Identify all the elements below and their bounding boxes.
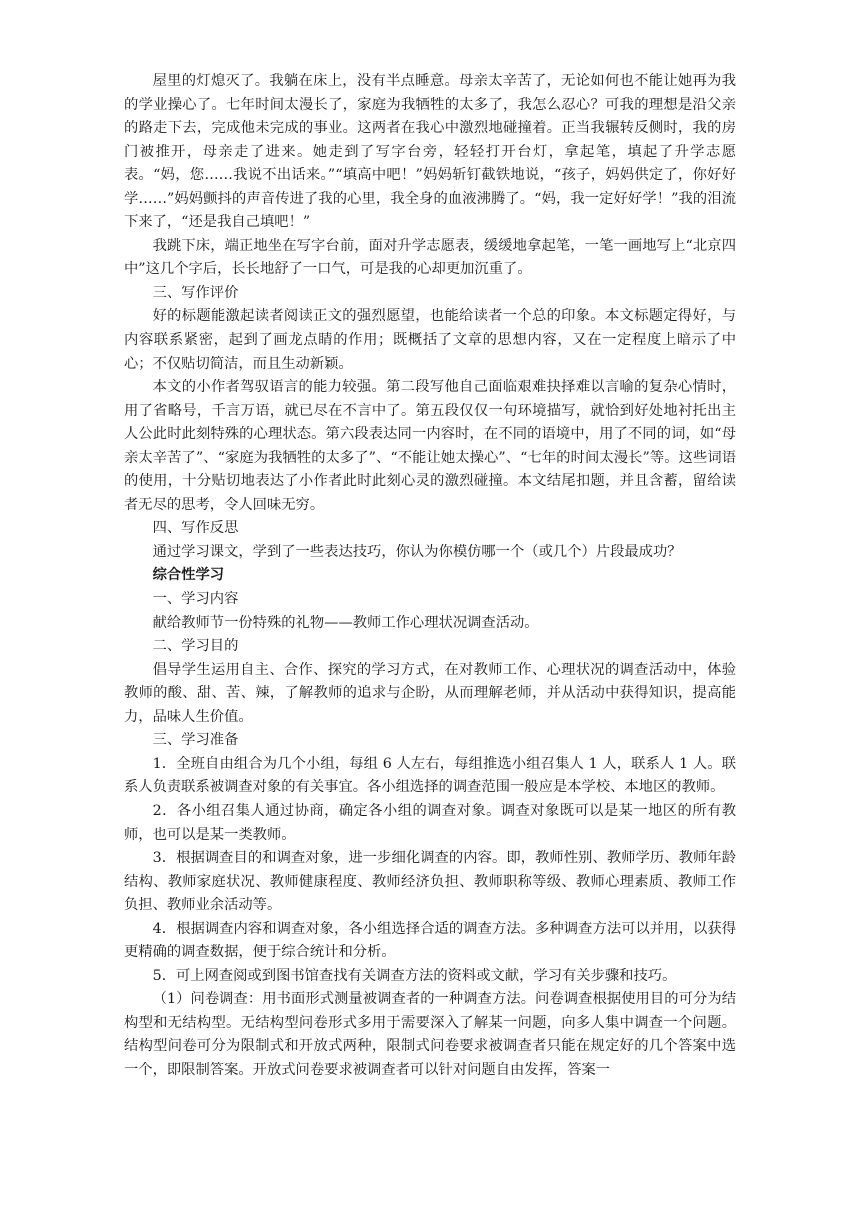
learning-purpose-paragraph: 倡导学生运用自主、合作、探究的学习方式，在对教师工作、心理状况的调查活动中，体验教师的酸、甜、苦、辣，了解教师的追求与企盼，从而理解老师，并从活动中获得知识，提高能力，品味人生价值。 (124, 661, 736, 725)
preparation-item-3: 3．根据调查目的和调查对象，进一步细化调查的内容。即，教师性别、教师学历、教师年龄结构、教师家庭状况、教师健康程度、教师经济负担、教师职称等级、教师心理素质、教师工作负担、教师业余活动等。 (124, 850, 736, 914)
section-heading-learning-content: 一、学习内容 (152, 591, 239, 608)
section-heading-learning-preparation: 三、学习准备 (152, 732, 239, 749)
preparation-item-5: 5．可上网查阅或到图书馆查找有关调查方法的资料或文献，学习有关步骤和技巧。 (152, 967, 677, 984)
section-heading-writing-evaluation: 三、写作评价 (152, 284, 239, 301)
story-paragraph-1: 屋里的灯熄灭了。我躺在床上，没有半点睡意。母亲太辛苦了，无论如何也不能让她再为我的学业操心了。七年时间太漫长了，家庭为我牺牲的太多了，我怎么忍心？可我的理想是沿父亲的路走下去，完成他未完成的事业。这两者在我心中激烈地碰撞着。正当我辗转反侧时，我的房门被推开，母亲走了进来。她走到了写字台旁，轻轻打开台灯，拿起笔，填起了升学志愿表。“妈，您……我说不出话来。”“填高中吧！”妈妈斩钉截铁地说，“孩子，妈妈供定了，你好好学……”妈妈颤抖的声音传进了我的心里，我全身的血液沸腾了。“妈，我一定好好学！”我的泪流下来了，“还是我自己填吧！” (124, 73, 736, 231)
preparation-item-1: 1．全班自由组合为几个小组，每组 6 人左右，每组推选小组召集人 1 人，联系人 1 人。联系人负责联系被调查对象的有关事宜。各小组选择的调查范围一般应是本学校、本地区的教师。 (124, 755, 736, 796)
story-paragraph-2: 我跳下床，端正地坐在写字台前，面对升学志愿表，缓缓地拿起笔，一笔一画地写上“北京四中”这几个字后，长长地舒了一口气，可是我的心却更加沉重了。 (124, 237, 736, 278)
questionnaire-paragraph: （1）问卷调查：用书面形式测量被调查者的一种调查方法。问卷调查根据使用目的可分为结构型和无结构型。无结构型问卷形式多用于需要深入了解某一问题，向多人集中调查一个问题。结构型问卷可分为限制式和开放式两种，限制式问卷要求被调查者只能在规定好的几个答案中选一个，即限制答案。开放式问卷要求被调查者可以针对问题自由发挥，答案一 (124, 991, 736, 1078)
evaluation-paragraph-2: 本文的小作者驾驭语言的能力较强。第二段写他自己面临艰难抉择难以言喻的复杂心情时，用了省略号，千言万语，就已尽在不言中了。第五段仅仅一句环境描写，就恰到好处地衬托出主人公此时此刻特殊的心理状态。第六段表达同一内容时，在不同的语境中，用了不同的词，如“母亲太辛苦了”、“家庭为我牺牲的太多了”、“不能让她太操心”、“七年的时间太漫长”等。这些词语的使用，十分贴切地表达了小作者此时此刻心灵的激烈碰撞。本文结尾扣题，并且含蓄，留给读者无尽的思考，令人回味无穷。 (124, 379, 736, 513)
learning-content-paragraph: 献给教师节一份特殊的礼物——教师工作心理状况调查活动。 (152, 614, 539, 631)
reflection-paragraph: 通过学习课文，学到了一些表达技巧，你认为你模仿哪一个（或几个）片段最成功？ (152, 543, 682, 560)
document-page (124, 70, 736, 1083)
evaluation-paragraph-1: 好的标题能激起读者阅读正文的强烈愿望，也能给读者一个总的印象。本文标题定得好，与内容联系紧密，起到了画龙点睛的作用；既概括了文章的思想内容，又在一定程度上暗示了中心；不仅贴切简洁，而且生动新颖。 (124, 308, 736, 372)
section-heading-writing-reflection: 四、写作反思 (152, 520, 239, 537)
section-heading-learning-purpose: 二、学习目的 (152, 638, 239, 655)
preparation-item-4: 4．根据调查内容和调查对象，各小组选择合适的调查方法。多种调查方法可以并用，以获得更精确的调查数据，便于综合统计和分析。 (124, 920, 736, 961)
comprehensive-learning-title: 综合性学习 (152, 567, 225, 584)
preparation-item-2: 2．各小组召集人通过协商，确定各小组的调查对象。调查对象既可以是某一地区的所有教师，也可以是某一类教师。 (124, 802, 736, 843)
